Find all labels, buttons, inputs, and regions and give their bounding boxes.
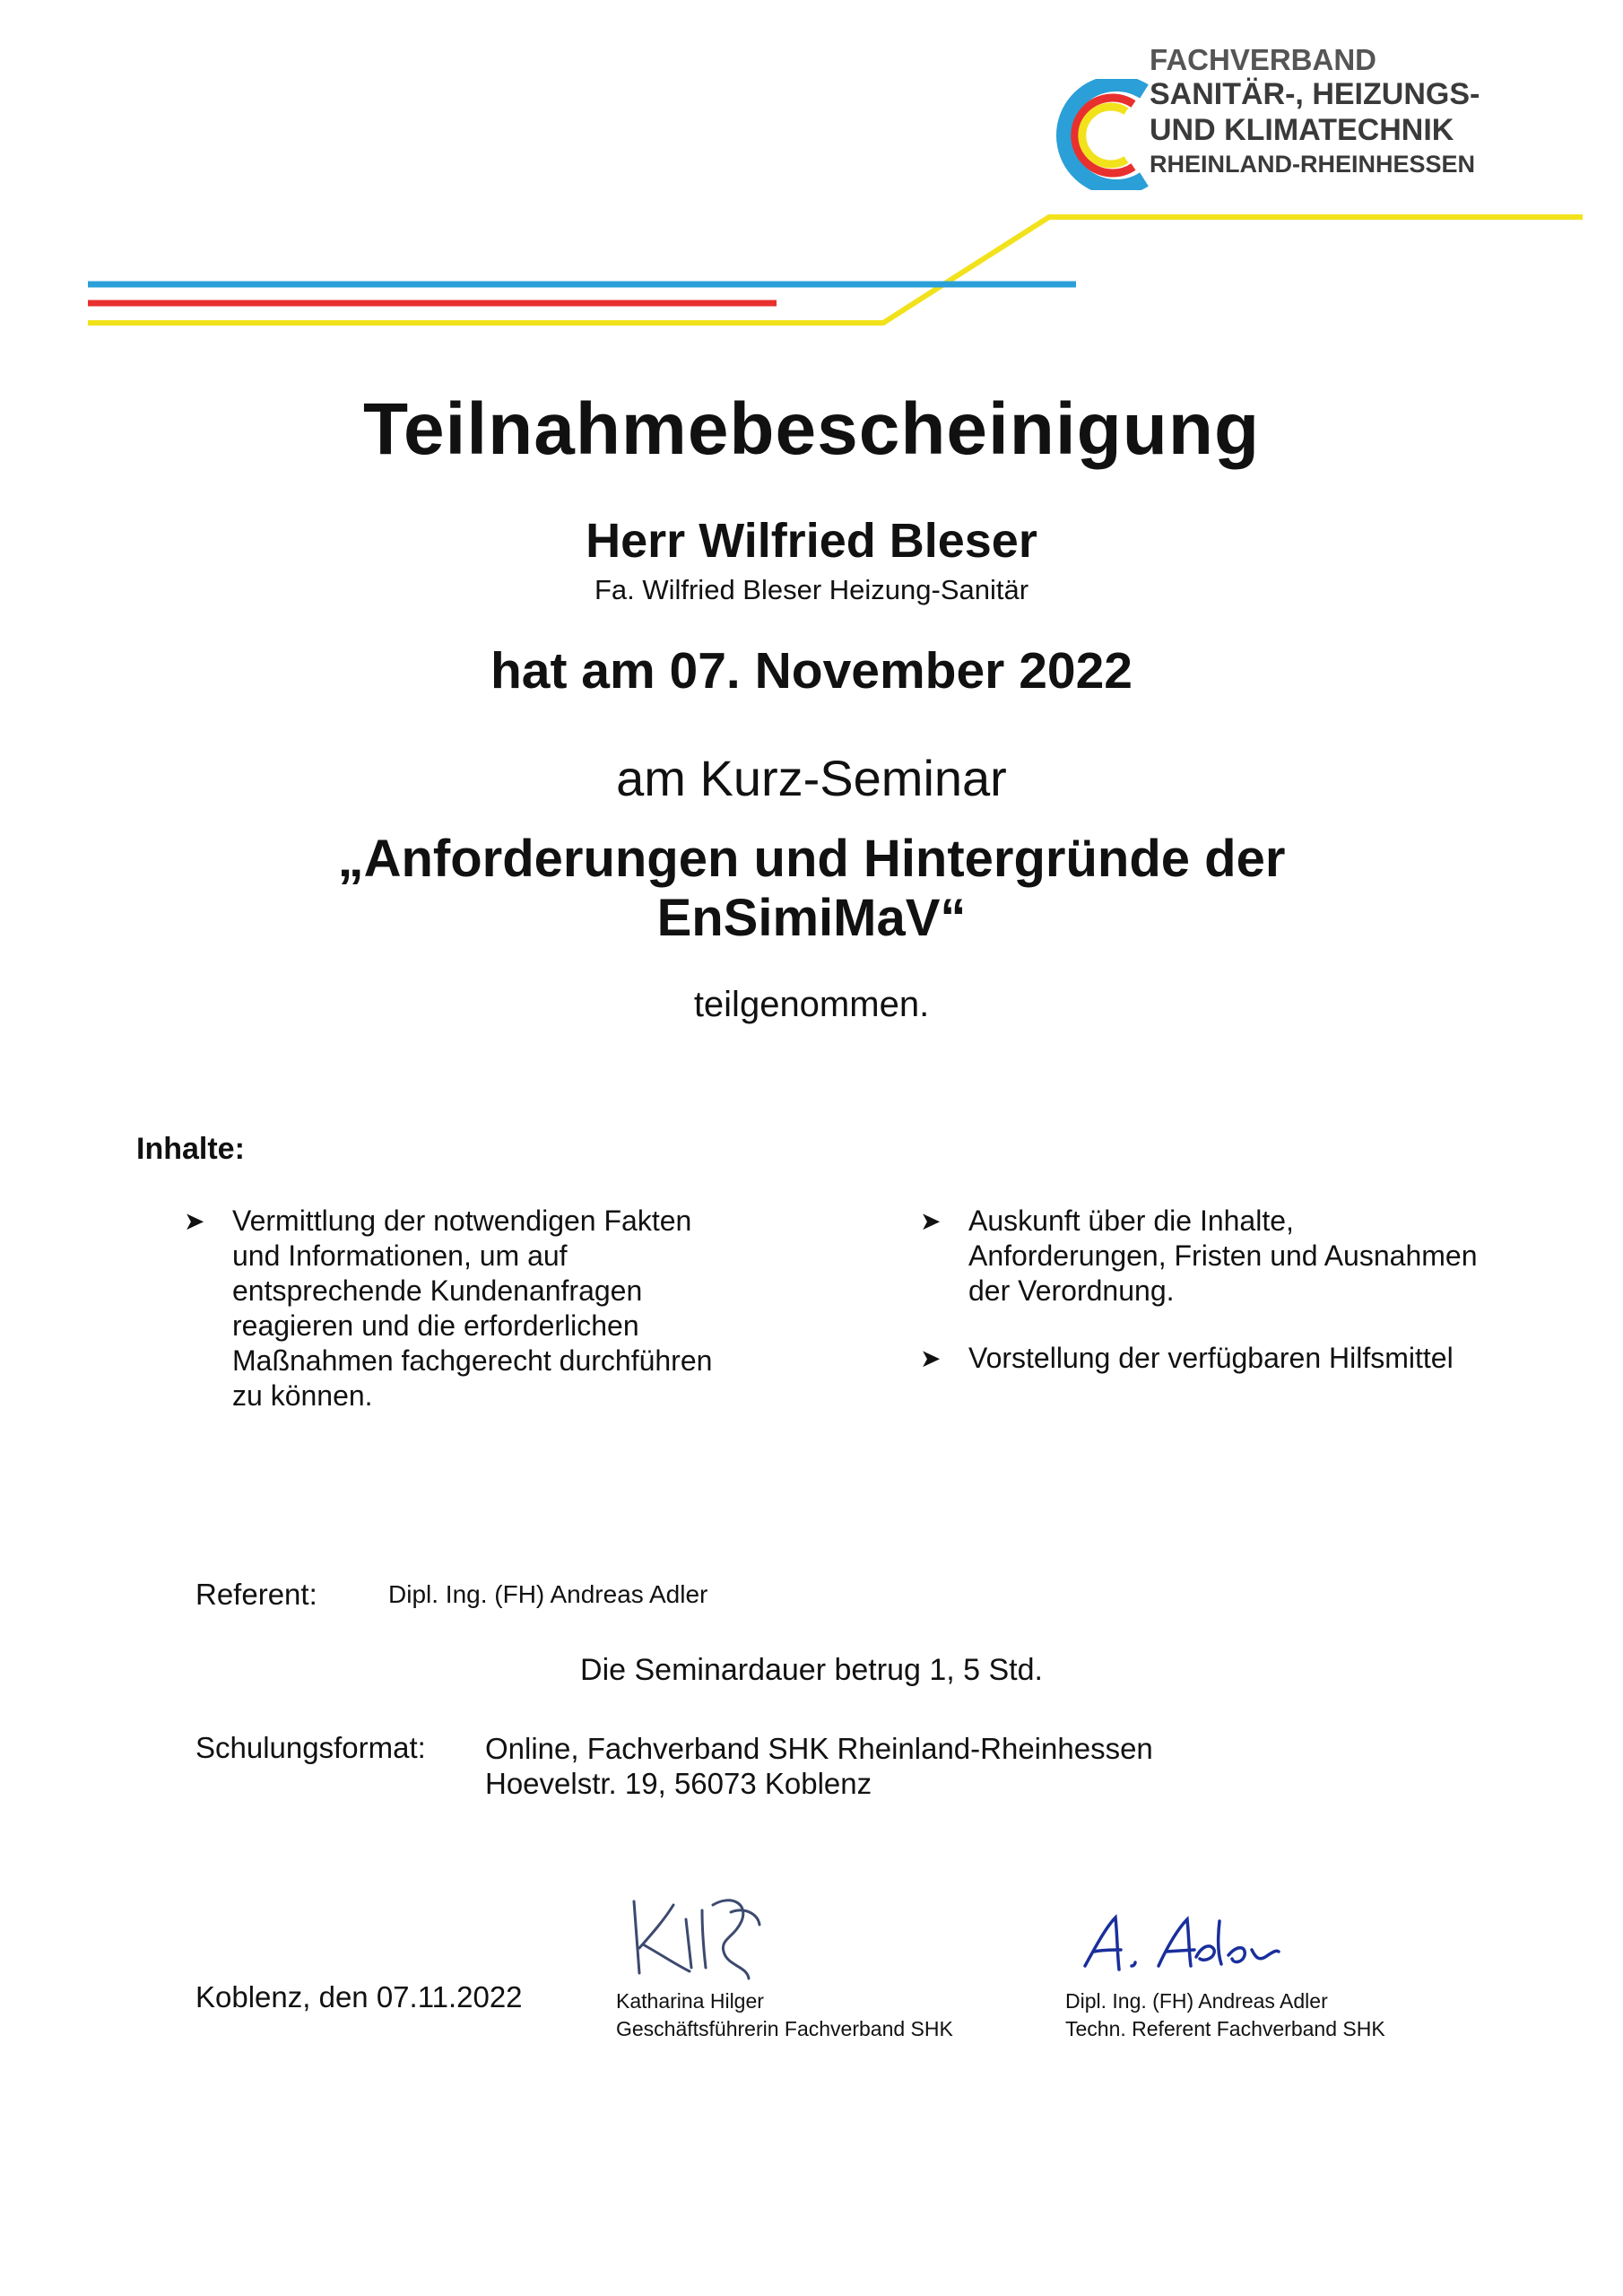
signer-1-role: Geschäftsführerin Fachverband SHK xyxy=(616,2017,953,2040)
header-decorative-lines xyxy=(0,197,1623,341)
certificate-title: Teilnahmebescheinigung xyxy=(362,388,1261,470)
signer-2-name: Dipl. Ing. (FH) Andreas Adler xyxy=(1065,1989,1328,2013)
contents-heading: Inhalte: xyxy=(136,1132,245,1166)
participant-company: Fa. Wilfried Bleser Heizung-Sanitär xyxy=(594,574,1029,605)
list-item: ➤ Vorstellung der verfügbaren Hilfsmittel xyxy=(920,1342,1454,1374)
referent-label: Referent: xyxy=(195,1578,317,1611)
signer-2 xyxy=(1065,1987,1385,2043)
format-label: Schulungsformat: xyxy=(195,1731,426,1764)
handwritten-signature-1 xyxy=(623,1885,776,1988)
org-name-line1: FACHVERBAND xyxy=(1150,43,1377,76)
org-name-line3: UND KLIMATECHNIK xyxy=(1150,113,1454,147)
seminar-title xyxy=(0,830,1623,948)
format-value: Online, Fachverband SHK Rheinland-Rheinhessen Hoevelstr. 19, 56073 Koblenz xyxy=(485,1732,1153,1800)
contents-list-right xyxy=(920,1204,1548,1408)
arrow-bullet-icon: ➤ xyxy=(920,1207,942,1235)
handwritten-signature-2 xyxy=(1076,1910,1282,1982)
seminar-duration: Die Seminardauer betrug 1, 5 Std. xyxy=(580,1653,1043,1687)
signer-1-name: Katharina Hilger xyxy=(616,1989,764,2013)
org-name-line4: RHEINLAND-RHEINHESSEN xyxy=(1150,151,1476,178)
signer-2-role: Techn. Referent Fachverband SHK xyxy=(1065,2017,1385,2040)
attendance-date: hat am 07. November 2022 xyxy=(490,642,1133,700)
seminar-title-line1: „Anforderungen und Hintergründe der xyxy=(337,830,1286,888)
contents-list-left xyxy=(184,1204,776,1446)
org-name-line2: SANITÄR-, HEIZUNGS- xyxy=(1150,77,1480,111)
referent-value: Dipl. Ing. (FH) Andreas Adler xyxy=(388,1580,708,1608)
list-item: ➤ Vermittlung der notwendigen Fakten und Informationen, um auf entsprechende Kundenanfragen reagieren und die erforderlichen Maßnahmen fachgerecht durchführen zu können. xyxy=(184,1205,713,1412)
seminar-title-line2: EnSimiMaV“ xyxy=(656,889,967,947)
organization-logo-icon xyxy=(1019,79,1153,190)
participated-text: teilgenommen. xyxy=(693,985,930,1024)
arrow-bullet-icon: ➤ xyxy=(184,1207,205,1235)
signer-1 xyxy=(616,1987,953,2043)
place-and-date: Koblenz, den 07.11.2022 xyxy=(195,1980,523,2013)
arrow-bullet-icon: ➤ xyxy=(920,1344,942,1372)
seminar-intro: am Kurz-Seminar xyxy=(616,750,1007,806)
participant-name: Herr Wilfried Bleser xyxy=(586,514,1037,568)
list-item: ➤ Auskunft über die Inhalte, Anforderungen, Fristen und Ausnahmen der Verordnung. xyxy=(920,1205,1478,1307)
